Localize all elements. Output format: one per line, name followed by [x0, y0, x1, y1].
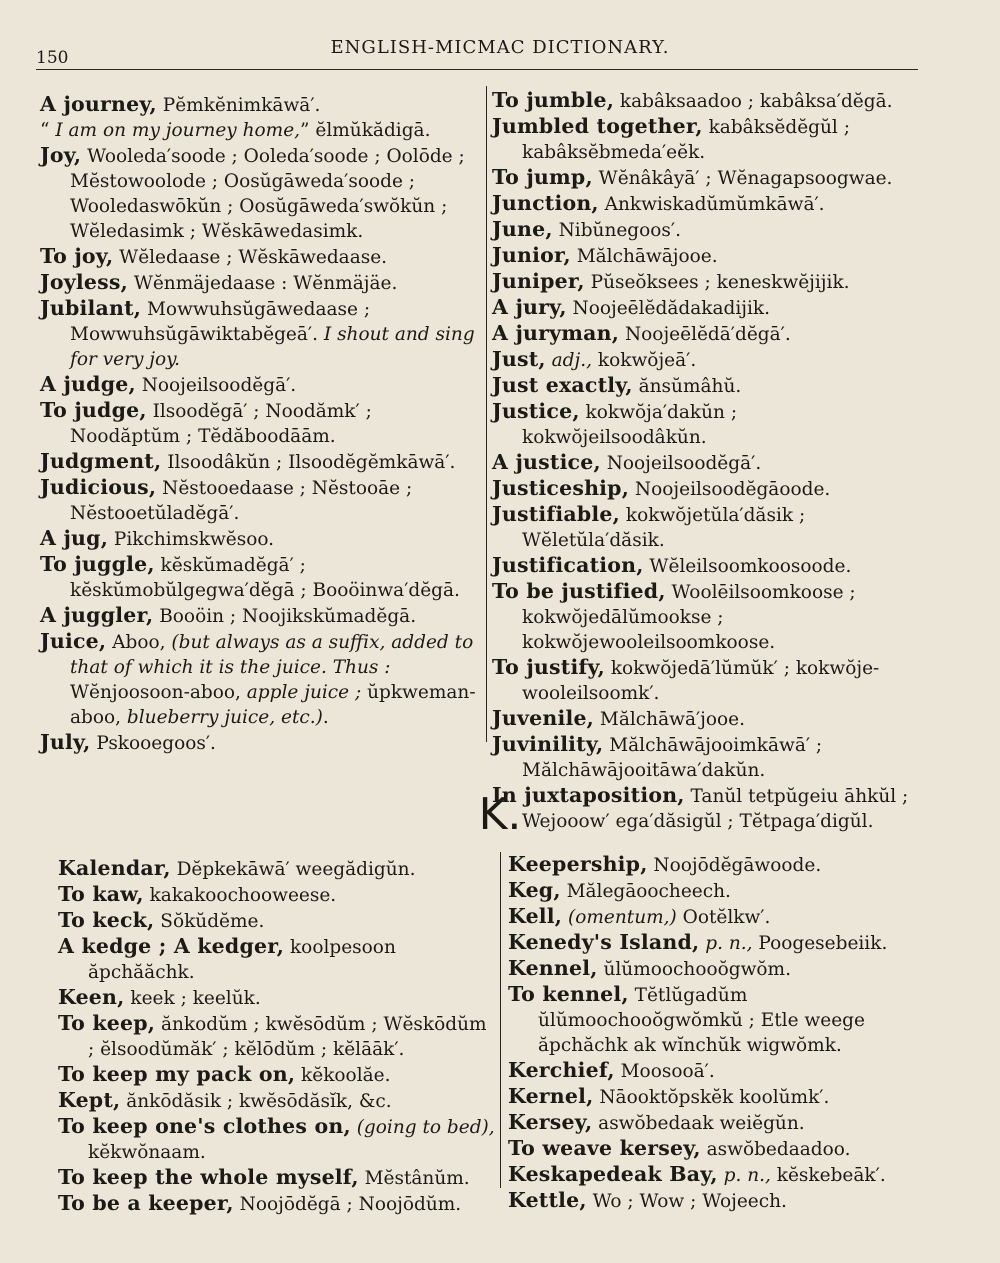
headword: Kerchief,	[508, 1058, 615, 1082]
definition-text: ŭpkweman-aboo,	[70, 682, 476, 728]
dictionary-entry	[40, 730, 483, 756]
italic-gloss: apple juice ;	[246, 682, 362, 703]
definition-text: Wĕledaase ; Wĕskāwedaase.	[113, 247, 388, 268]
headword: To judge,	[40, 398, 147, 422]
definition-text: ănsŭmâhŭ.	[632, 376, 742, 397]
headword: To jumble,	[492, 88, 615, 112]
definition-text: Tĕtlŭgadŭm ŭlŭmoochooŏgwŏmkŭ ; Etle weege ăpchăchk ak wĭnchŭk wigwŏmk.	[538, 985, 865, 1056]
definition-text: Nibŭnegoos′.	[552, 220, 682, 241]
column-k-left	[58, 856, 498, 1217]
dictionary-entry	[492, 321, 927, 347]
headword: A kedge ; A kedger,	[58, 934, 285, 958]
headword: Judicious,	[40, 475, 157, 499]
italic-gloss: adj.,	[551, 350, 593, 371]
definition-text: Nĕstooedaase ; Nĕstooāe ; Nĕstooetŭladĕgā′.	[70, 478, 413, 524]
definition-text: Wo ; Wow ; Wojeech.	[586, 1191, 787, 1212]
dictionary-entry	[40, 143, 483, 244]
headword: To kaw,	[58, 882, 144, 906]
definition-text: Booöin ; Noojikskŭmadĕgā.	[153, 606, 417, 627]
dictionary-entry	[508, 1110, 953, 1136]
definition-text: Mălchāwājooe.	[570, 246, 718, 267]
headword: Keepership,	[508, 852, 648, 876]
dictionary-entry	[492, 579, 927, 655]
dictionary-entry	[58, 1114, 498, 1165]
definition-text: kabâksaadoo ; kabâksa′dĕgā.	[614, 91, 893, 112]
dictionary-entry	[492, 217, 927, 243]
page-number: 150	[36, 48, 69, 68]
definition-text: aswŏbedaak weiĕgŭn.	[592, 1113, 805, 1134]
dictionary-entry	[492, 502, 927, 553]
definition-text: Noojeēlĕdā′dĕgā′.	[619, 324, 791, 345]
definition-text: Mowwuhsŭgāwedaase ; Mowwuhsŭgāwiktabĕgeā′.	[70, 299, 371, 345]
headword: To kennel,	[508, 982, 629, 1006]
headword: To be a keeper,	[58, 1191, 234, 1215]
dictionary-entry	[492, 732, 927, 783]
definition-text: kokwŏjetŭla′dăsik ; Wĕletŭla′dăsik.	[522, 505, 806, 551]
dictionary-entry	[508, 1162, 953, 1188]
headword: Junior,	[492, 243, 571, 267]
column-j-right	[492, 88, 927, 834]
headword: Keskapedeak Bay,	[508, 1162, 718, 1186]
definition-text: Noojeilsoodĕgā′.	[135, 375, 297, 396]
dictionary-entry	[492, 269, 927, 295]
headword: Juvenile,	[492, 706, 595, 730]
definition-text: Sŏkŭdĕme.	[154, 911, 265, 932]
definition-text: Noojeilsoodĕgā′.	[600, 453, 762, 474]
headword: To keep one's clothes on,	[58, 1114, 351, 1138]
definition-text: Pikchimskwĕsoo.	[108, 529, 275, 550]
definition-text: Pĕmkĕnimkāwā′.	[156, 95, 321, 116]
definition-text: Mălchāwā′jooe.	[594, 709, 746, 730]
dictionary-entry	[40, 449, 483, 475]
italic-gloss: I am on my journey home,	[55, 120, 301, 141]
dictionary-entry	[58, 1011, 498, 1062]
headword: Keg,	[508, 878, 561, 902]
headword: To weave kersey,	[508, 1136, 701, 1160]
headword: Jumbled together,	[492, 114, 703, 138]
definition-text: Ilsoodâkŭn ; Ilsoodĕgĕmkāwā′.	[161, 452, 456, 473]
section-letter: K.	[478, 789, 522, 840]
headword: Kernel,	[508, 1084, 594, 1108]
headword: In juxtaposition,	[492, 783, 685, 807]
headword: July,	[40, 730, 91, 754]
dictionary-entry	[40, 372, 483, 398]
headword: A jug,	[40, 526, 109, 550]
dictionary-entry	[40, 629, 483, 730]
dictionary-entry	[492, 476, 927, 502]
definition-text: “	[40, 120, 56, 141]
dictionary-entry	[508, 878, 953, 904]
dictionary-entry	[492, 399, 927, 450]
headword: Kersey,	[508, 1110, 593, 1134]
headword: A jury,	[492, 295, 567, 319]
headword: To keep my pack on,	[58, 1062, 296, 1086]
definition-text: ănkōdăsik ; kwĕsōdăsĭk, &c.	[120, 1091, 392, 1112]
column-divider-k	[500, 852, 501, 1188]
headword: Juniper,	[492, 269, 585, 293]
dictionary-entry	[492, 347, 927, 373]
dictionary-entry	[492, 165, 927, 191]
headword: A juggler,	[40, 603, 154, 627]
dictionary-entry	[40, 270, 483, 296]
headword: To keck,	[58, 908, 155, 932]
headword: Justiceship,	[492, 476, 630, 500]
definition-text: kĕskŭmadĕgā′ ; kĕskŭmobŭlgegwa′dĕgā ; Booöinwa′dĕgā.	[70, 555, 460, 601]
dictionary-entry	[58, 985, 498, 1011]
headword: To keep,	[58, 1011, 156, 1035]
dictionary-entry	[40, 526, 483, 552]
definition-text: aswŏbedaadoo.	[700, 1139, 851, 1160]
headword: Just exactly,	[492, 373, 633, 397]
headword: Kalendar,	[58, 856, 171, 880]
definition-text: ŭlŭmoochooŏgwŏm.	[597, 959, 791, 980]
definition-text: kokwŏjedā′lŭmŭk′ ; kokwŏje-wooleilsoomk′.	[522, 658, 880, 704]
dictionary-entry	[40, 244, 483, 270]
header-rule	[36, 69, 918, 70]
definition-text: Poogesebeiik.	[752, 933, 888, 954]
definition-text: Noojeēlĕdădakadijik.	[566, 298, 770, 319]
dictionary-entry	[492, 655, 927, 706]
dictionary-entry	[492, 295, 927, 321]
dictionary-entry	[40, 118, 483, 143]
headword: To justify,	[492, 655, 605, 679]
definition-text: Wĕnmäjedaase : Wĕnmäjäe.	[127, 273, 398, 294]
headword: A journey,	[40, 92, 157, 116]
italic-gloss: (going to bed),	[356, 1117, 495, 1138]
dictionary-entry	[40, 552, 483, 603]
dictionary-entry	[508, 852, 953, 878]
italic-gloss: (omentum,)	[568, 907, 677, 928]
definition-text: ănkodŭm ; kwĕsōdŭm ; Wĕskōdŭm ; ĕlsoodŭmăk′ ; kĕlōdŭm ; kĕlāāk′.	[88, 1014, 487, 1060]
headword: To jump,	[492, 165, 593, 189]
definition-text: Nāooktŏpskĕk koolŭmk′.	[593, 1087, 830, 1108]
dictionary-entry	[508, 1058, 953, 1084]
running-title: ENGLISH-MICMAC DICTIONARY.	[330, 37, 670, 58]
definition-text: .	[322, 707, 329, 728]
headword: Joyless,	[40, 270, 128, 294]
italic-gloss: blueberry juice, etc.)	[126, 707, 323, 728]
dictionary-entry	[492, 373, 927, 399]
italic-gloss: p. n.,	[705, 933, 753, 954]
dictionary-entry	[58, 1088, 498, 1114]
headword: Kennel,	[508, 956, 598, 980]
definition-text: Mălegāoocheech.	[560, 881, 731, 902]
headword: To joy,	[40, 244, 114, 268]
dictionary-entry	[508, 956, 953, 982]
definition-text: Pskooegoos′.	[90, 733, 216, 754]
dictionary-entry	[40, 296, 483, 372]
italic-gloss: I shout and sing for very joy.	[70, 324, 475, 370]
definition-text: Tanŭl tetpŭgeiu āhkŭl ; Wejooow′ ega′dăsigŭl ; Tĕtpaga′digŭl.	[522, 786, 909, 832]
headword: Joy,	[40, 143, 82, 167]
dictionary-entry	[40, 92, 483, 118]
dictionary-entry	[508, 982, 953, 1058]
dictionary-entry	[508, 930, 953, 956]
dictionary-entry	[492, 114, 927, 165]
headword: Juvinility,	[492, 732, 604, 756]
dictionary-entry	[58, 908, 498, 934]
headword: Jubilant,	[40, 296, 142, 320]
definition-text: Noojōdĕgā ; Noojōdŭm.	[233, 1194, 462, 1215]
definition-text: kĕkoolăe.	[295, 1065, 391, 1086]
definition-text: Wĕleilsoomkoosoode.	[643, 556, 852, 577]
definition-text: kakakoochooweese.	[143, 885, 337, 906]
headword: Juice,	[40, 629, 107, 653]
dictionary-entry	[508, 904, 953, 930]
dictionary-entry	[492, 88, 927, 114]
definition-text: Ootĕlkw′.	[676, 907, 771, 928]
definition-text: Wĕnâkâyā′ ; Wĕnagapsoogwae.	[592, 168, 893, 189]
dictionary-entry	[508, 1084, 953, 1110]
headword: A justice,	[492, 450, 601, 474]
italic-gloss: p. n.,	[723, 1165, 771, 1186]
headword: A judge,	[40, 372, 136, 396]
headword: Kenedy's Island,	[508, 930, 700, 954]
headword: Judgment,	[40, 449, 162, 473]
headword: A juryman,	[492, 321, 620, 345]
headword: Justice,	[492, 399, 580, 423]
definition-text: Noojeilsoodĕgāoode.	[629, 479, 831, 500]
definition-text: Wĕnjoosoon-aboo,	[70, 682, 247, 703]
dictionary-entry	[492, 191, 927, 217]
headword: To be justified,	[492, 579, 666, 603]
column-divider	[486, 86, 487, 742]
definition-text: Woolēilsoomkoose ; kokwŏjedālŭmookse ; kokwŏjewooleilsoomkoose.	[522, 582, 856, 653]
dictionary-entry	[492, 450, 927, 476]
dictionary-entry	[508, 1188, 953, 1214]
dictionary-entry	[492, 243, 927, 269]
headword: Junction,	[492, 191, 599, 215]
definition-text: Mĕstânŭm.	[358, 1168, 470, 1189]
dictionary-entry	[40, 603, 483, 629]
definition-text: Noojōdĕgāwoode.	[647, 855, 822, 876]
definition-text: kokwŏja′dakŭn ; kokwŏjeilsoodâkŭn.	[522, 402, 738, 448]
definition-text: kĕskebeāk′.	[770, 1165, 886, 1186]
headword: Kept,	[58, 1088, 121, 1112]
headword: To keep the whole myself,	[58, 1165, 359, 1189]
dictionary-entry	[58, 1165, 498, 1191]
headword: Keen,	[58, 985, 125, 1009]
headword: Kettle,	[508, 1188, 587, 1212]
definition-text: keek ; keelŭk.	[124, 988, 261, 1009]
definition-text: ” ĕlmŭkădigā.	[300, 120, 431, 141]
dictionary-entry	[40, 475, 483, 526]
dictionary-entry	[58, 856, 498, 882]
dictionary-entry	[58, 1062, 498, 1088]
definition-text: Aboo,	[106, 632, 172, 653]
definition-text: koolpesoon ăpchăăchk.	[88, 937, 396, 983]
column-k-right	[508, 852, 953, 1214]
dictionary-entry	[58, 934, 498, 985]
headword: Justifiable,	[492, 502, 620, 526]
definition-text: kokwŏjeā′.	[592, 350, 697, 371]
dictionary-entry	[492, 706, 927, 732]
headword: Just,	[492, 347, 546, 371]
definition-text: kabâksĕdĕgŭl ; kabâksĕbmeda′eĕk.	[522, 117, 850, 163]
column-j-left	[40, 92, 483, 756]
definition-text: Ilsoodĕgā′ ; Noodămk′ ; Noodăptŭm ; Tĕdăboodāām.	[70, 401, 372, 447]
headword: Justification,	[492, 553, 644, 577]
italic-gloss: (but always as a suffix, added to that of which it is the juice. Thus :	[70, 632, 474, 678]
definition-text: kĕkwŏnaam.	[88, 1142, 206, 1163]
headword: To juggle,	[40, 552, 155, 576]
definition-text: Moosooā′.	[614, 1061, 715, 1082]
definition-text: Mălchāwājooimkāwā′ ; Mălchāwājooitāwa′dakŭn.	[522, 735, 823, 781]
dictionary-entry	[40, 398, 483, 449]
definition-text: Wooleda′soode ; Ooleda′soode ; Oolōde ; Mĕstowoolode ; Oosŭgāweda′soode ; Wooledaswōkŭn ; Oosŭgāweda′swŏkŭn ; Wĕledasimk ; Wĕskāwedasimk.	[70, 146, 465, 242]
headword: Kell,	[508, 904, 563, 928]
definition-text: Pŭseŏksees ; keneskwĕjijik.	[584, 272, 850, 293]
dictionary-entry	[58, 1191, 498, 1217]
dictionary-entry	[492, 553, 927, 579]
definition-text: Dĕpkekāwā′ weegădigŭn.	[170, 859, 416, 880]
dictionary-entry	[508, 1136, 953, 1162]
headword: June,	[492, 217, 553, 241]
dictionary-entry	[58, 882, 498, 908]
definition-text: Ankwiskadŭmŭmkāwā′.	[598, 194, 825, 215]
